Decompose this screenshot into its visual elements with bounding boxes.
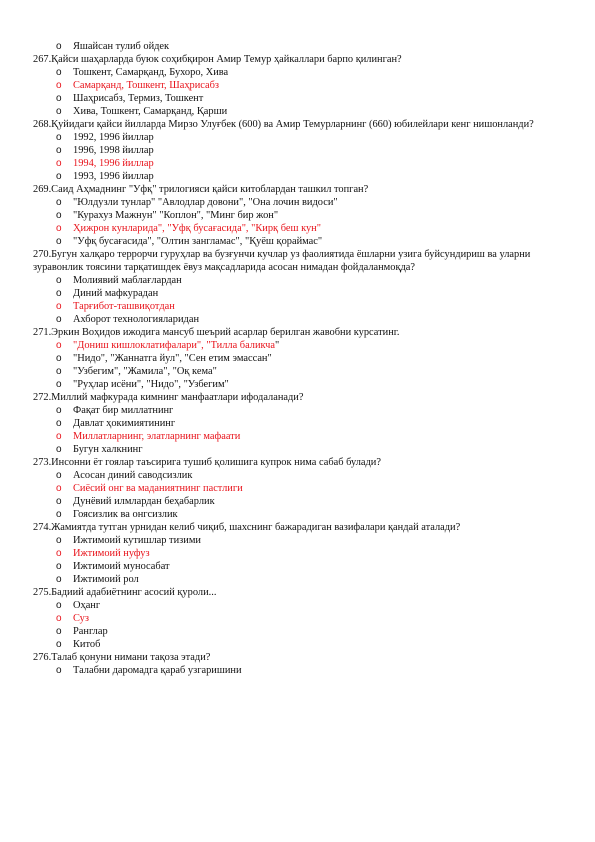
bullet-marker: o [56,314,62,325]
bullet-marker: o [56,275,62,286]
answer-option [33,625,573,638]
answer-option-correct [33,547,573,560]
answer-option [33,105,573,118]
answer-option [33,196,573,209]
bullet-marker: o [56,132,62,143]
option-text: Сиёсий онг ва маданиятнинг пастлиги [73,483,243,494]
option-text: Китоб [73,639,101,650]
bullet-marker: o [56,574,62,585]
option-text: "Дониш кишлоклатифалари", "Тилла баликча [73,340,276,351]
answer-option [33,664,573,677]
bullet-marker: o [56,496,62,507]
answer-option [33,131,573,144]
option-text: Талабни даромадга қараб узгаришини [73,665,242,676]
option-text: Давлат ҳокимиятининг [73,418,176,429]
option-text: Шаҳрисабз, Термиз, Тошкент [73,93,204,104]
question-text: 270.Бугун халқаро террорчи гуруҳлар ва бузғунчи кучлар уз фаолиятида ёшларни узига буйсундириш ва уларни зуравонлик тоясини тарқатишдек ёвуз мақсадларида асосан нимадан фойдаланмоқда? [33,249,531,273]
option-text: Бугун халкнинг [73,444,143,455]
answer-option [33,378,573,391]
option-text: Хива, Тошкент, Самарқанд, Қарши [73,106,228,117]
answer-option [33,495,573,508]
answer-option-correct [33,300,573,313]
option-text: Диний мафкурадан [73,288,159,299]
answer-option-correct [33,79,573,92]
bullet-marker: o [56,366,62,377]
option-text: Тошкент, Самарқанд, Бухоро, Хива [73,67,229,78]
bullet-marker: o [56,223,62,234]
question-text: 276.Талаб қонуни нимани тақоза этади? [33,652,211,663]
bullet-marker: o [56,340,62,351]
bullet-marker: o [56,288,62,299]
option-text: Тарғибот-ташвиқотдан [73,301,175,312]
bullet-marker: o [56,405,62,416]
option-text: Миллатларнинг, элатларнинг мафаати [73,431,241,442]
answer-option [33,469,573,482]
option-text: Яшайсан тулиб ойдек [73,41,170,52]
option-text: "Руҳлар исёни", "Нидо", "Узбегим" [73,379,229,390]
bullet-marker: o [56,600,62,611]
document-page [33,40,573,677]
option-text: "Нидо", "Жаннатга йул", "Сен етим эмассан" [73,353,272,364]
bullet-marker: o [56,106,62,117]
bullet-marker: o [56,145,62,156]
bullet-marker: o [56,444,62,455]
bullet-marker: o [56,431,62,442]
option-text-tail: " [275,340,280,351]
question-text: 274.Жамиятда тутган урнидан келиб чиқиб, шахснинг бажарадиган вазифалари қандай аталади? [33,522,461,533]
answer-option [33,92,573,105]
answer-option [33,443,573,456]
answer-option [33,365,573,378]
option-text: 1994, 1996 йиллар [73,158,154,169]
option-text: "Курахуз Мажнун" "Коплон", "Минг бир жон" [73,210,279,221]
question-text: 268.Қуйидаги қайси йилларда Мирзо Улуғбек (600) ва Амир Темурларнинг (660) юбилейлари кенг нишонланди? [33,119,534,130]
option-text: Ҳижрон кунларида", "Уфқ бусағасида", "Кирқ беш кун" [73,223,321,234]
answer-option [33,573,573,586]
bullet-marker: o [56,93,62,104]
answer-option [33,209,573,222]
question-text: 275.Бадиий адабиётнинг асосий қуроли... [33,587,217,598]
answer-option-correct [33,339,573,352]
answer-option [33,40,573,53]
option-text: Ижтимоий муносабат [73,561,170,572]
option-text: Молиявий маблағлардан [73,275,182,286]
option-text: Ранглар [73,626,108,637]
answer-option-correct [33,430,573,443]
bullet-marker: o [56,210,62,221]
bullet-marker: o [56,418,62,429]
bullet-marker: o [56,535,62,546]
bullet-marker: o [56,197,62,208]
answer-option [33,417,573,430]
bullet-marker: o [56,158,62,169]
answer-option-correct [33,157,573,170]
bullet-marker: o [56,470,62,481]
question-text: 271.Эркин Воҳидов ижодига мансуб шеърий асарлар берилган жавобни курсатинг. [33,327,400,338]
option-text: Оҳанг [73,600,101,611]
bullet-marker: o [56,626,62,637]
option-text: Ижтимоий рол [73,574,139,585]
option-text: Асосан диний саводсизлик [73,470,193,481]
bullet-marker: o [56,171,62,182]
answer-option-correct [33,222,573,235]
question-text: 272.Миллий мафкурада кимнинг манфаатлари ифодаланади? [33,392,304,403]
answer-option [33,235,573,248]
answer-option [33,144,573,157]
answer-option [33,66,573,79]
question-text: 267.Қайси шаҳарларда буюк соҳибқирон Амир Темур ҳайкаллари барпо қилинган? [33,54,402,65]
bullet-marker: o [56,80,62,91]
answer-option [33,638,573,651]
bullet-marker: o [56,236,62,247]
answer-option [33,287,573,300]
answer-option [33,170,573,183]
bullet-marker: o [56,379,62,390]
question-text: 269.Саид Аҳмаднинг "Уфқ" трилогияси қайси китоблардан ташкил топган? [33,184,369,195]
option-text: Гоясизлик ва онгсизлик [73,509,178,520]
option-text: Ижтимоий нуфуз [73,548,150,559]
option-text: 1996, 1998 йиллар [73,145,154,156]
option-text: Фақат бир миллатнинг [73,405,174,416]
option-text: 1992, 1996 йиллар [73,132,154,143]
bullet-marker: o [56,41,62,52]
bullet-marker: o [56,561,62,572]
answer-option [33,560,573,573]
bullet-marker: o [56,353,62,364]
bullet-marker: o [56,548,62,559]
option-text: 1993, 1996 йиллар [73,171,154,182]
option-text: Самарқанд, Тошкент, Шаҳрисабз [73,80,220,91]
option-text: "Узбегим", "Жамила", "Оқ кема" [73,366,217,377]
bullet-marker: o [56,665,62,676]
option-text: "Юлдузли тунлар" "Авлодлар довони", "Она лочин видоси" [73,197,338,208]
bullet-marker: o [56,639,62,650]
question-text: 273.Инсонни ёт гоялар таъсирига тушиб қолишига купрок нима сабаб булади? [33,457,381,468]
option-text: Ижтимоий кутишлар тизими [73,535,201,546]
bullet-marker: o [56,613,62,624]
option-text: "Уфқ бусағасида", "Олтин зангламас", "Қуёш қораймас" [73,236,323,247]
answer-option [33,274,573,287]
answer-option [33,534,573,547]
bullet-marker: o [56,301,62,312]
answer-option [33,313,573,326]
answer-option [33,352,573,365]
option-text: Суз [73,613,89,624]
option-text: Дунёвий илмлардан беҳабарлик [73,496,215,507]
answer-option-correct [33,612,573,625]
bullet-marker: o [56,483,62,494]
answer-option [33,599,573,612]
bullet-marker: o [56,67,62,78]
answer-option-correct [33,482,573,495]
option-text: Ахборот технологияларидан [73,314,200,325]
answer-option [33,508,573,521]
answer-option [33,404,573,417]
bullet-marker: o [56,509,62,520]
